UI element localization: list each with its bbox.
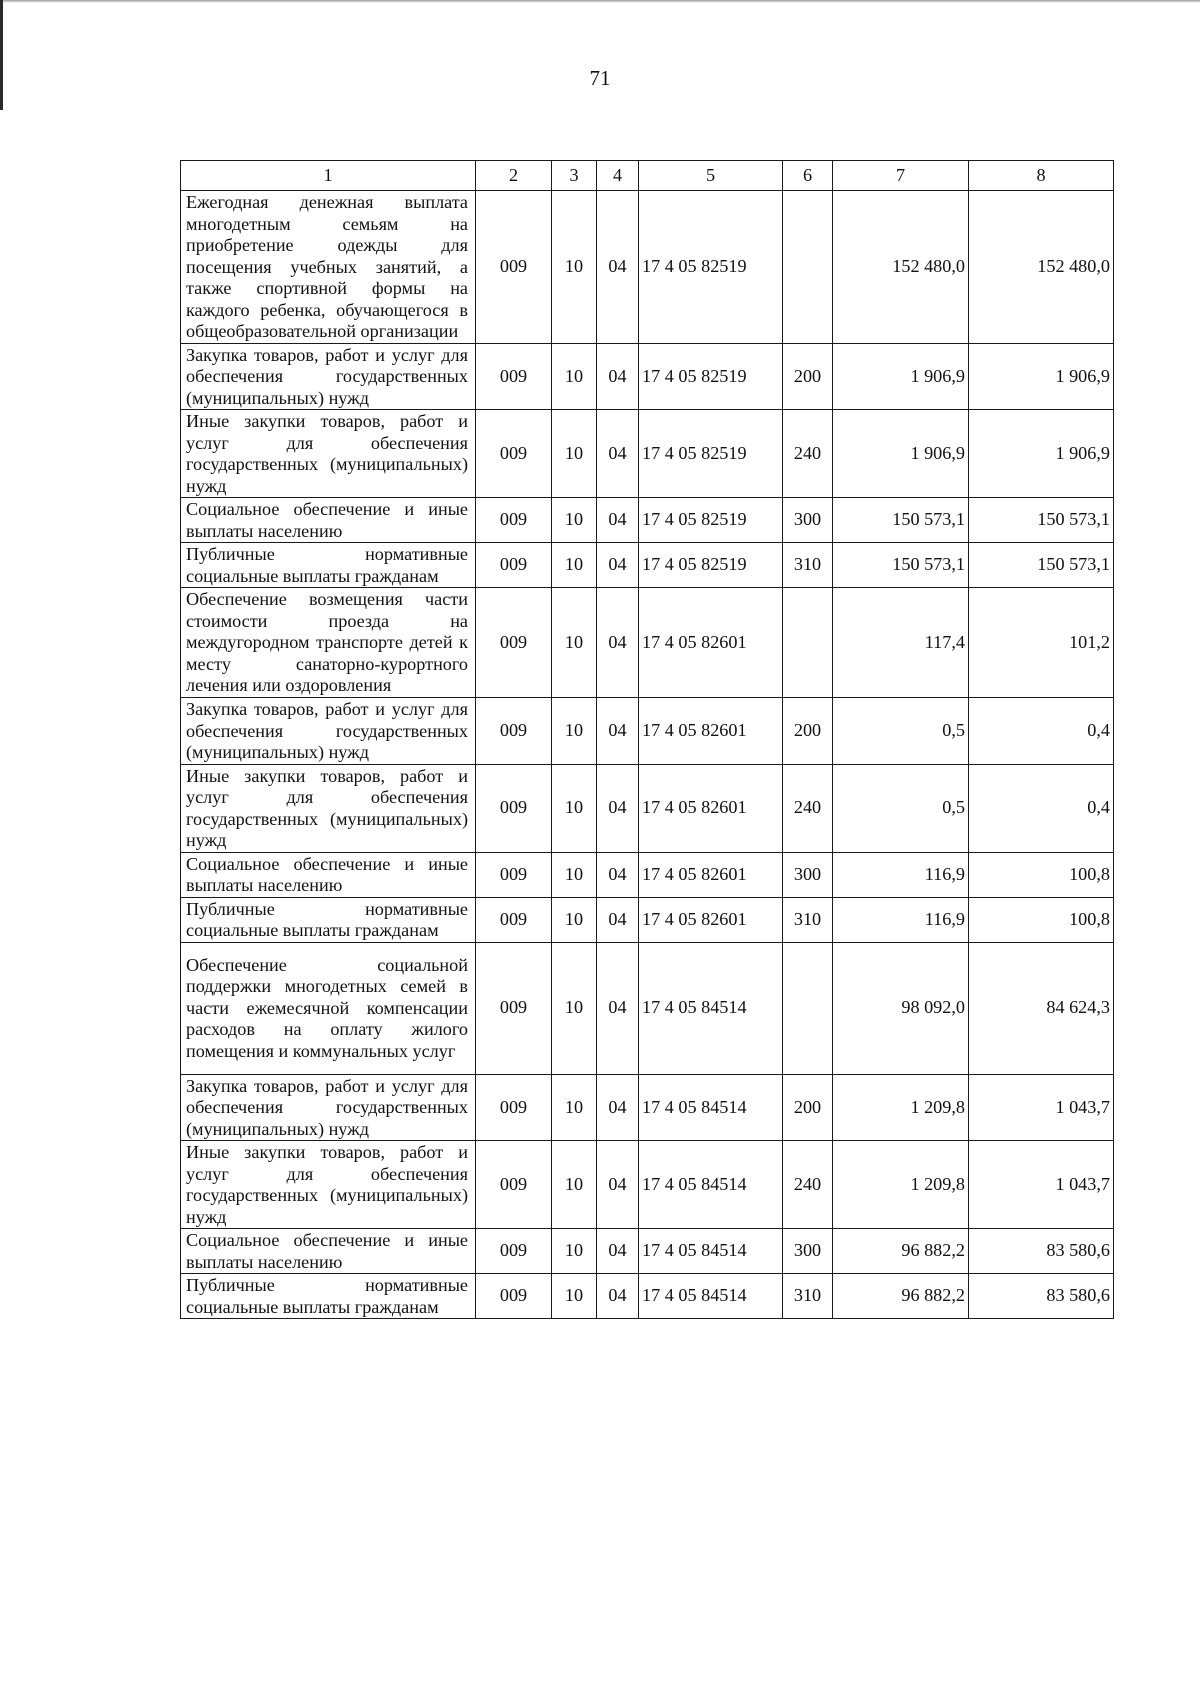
budget-table [180, 160, 1114, 1319]
table-row [181, 1274, 1114, 1319]
table-row [181, 1141, 1114, 1229]
expense-type-code [783, 588, 833, 698]
target-article-code: 17 4 05 82601 [639, 897, 783, 942]
target-article-code: 17 4 05 82519 [639, 543, 783, 588]
target-article-code: 17 4 05 84514 [639, 1229, 783, 1274]
row-description: Публичные нормативные социальные выплаты гражданам [181, 897, 476, 942]
row-description: Социальное обеспечение и иные выплаты населению [181, 852, 476, 897]
section-code: 10 [552, 1141, 597, 1229]
target-article-code: 17 4 05 82519 [639, 343, 783, 410]
page-number: 71 [589, 66, 611, 90]
section-code: 10 [552, 1274, 597, 1319]
section-code: 10 [552, 410, 597, 498]
target-article-code: 17 4 05 82519 [639, 498, 783, 543]
expense-type-code: 200 [783, 1074, 833, 1141]
amount-col-7: 116,9 [833, 897, 969, 942]
table-row [181, 764, 1114, 852]
expense-type-code: 240 [783, 764, 833, 852]
subsection-code: 04 [597, 942, 639, 1074]
amount-col-7: 1 906,9 [833, 343, 969, 410]
expense-type-code: 310 [783, 543, 833, 588]
row-description: Иные закупки товаров, работ и услуг для обеспечения государственных (муниципальных) нужд [181, 410, 476, 498]
amount-col-7: 1 209,8 [833, 1074, 969, 1141]
subsection-code: 04 [597, 410, 639, 498]
amount-col-7: 150 573,1 [833, 543, 969, 588]
table-row [181, 588, 1114, 698]
row-description: Социальное обеспечение и иные выплаты населению [181, 498, 476, 543]
row-description: Ежегодная денежная выплата многодетным семьям на приобретение одежды для посещения учебных занятий, а также спортивной формы на каждого ребенка, обучающегося в общеобразовательной организации [181, 191, 476, 344]
subsection-code: 04 [597, 343, 639, 410]
ministry-code: 009 [476, 942, 552, 1074]
header-cell-8: 8 [969, 161, 1114, 191]
table-row [181, 698, 1114, 765]
row-description: Социальное обеспечение и иные выплаты населению [181, 1229, 476, 1274]
header-cell-2: 2 [476, 161, 552, 191]
target-article-code: 17 4 05 82601 [639, 852, 783, 897]
expense-type-code: 240 [783, 1141, 833, 1229]
subsection-code: 04 [597, 897, 639, 942]
amount-col-8: 0,4 [969, 764, 1114, 852]
table-row [181, 1074, 1114, 1141]
ministry-code: 009 [476, 498, 552, 543]
row-description: Иные закупки товаров, работ и услуг для обеспечения государственных (муниципальных) нужд [181, 1141, 476, 1229]
amount-col-8: 83 580,6 [969, 1229, 1114, 1274]
row-description: Закупка товаров, работ и услуг для обеспечения государственных (муниципальных) нужд [181, 1074, 476, 1141]
section-code: 10 [552, 191, 597, 344]
row-description: Закупка товаров, работ и услуг для обеспечения государственных (муниципальных) нужд [181, 698, 476, 765]
section-code: 10 [552, 764, 597, 852]
section-code: 10 [552, 1229, 597, 1274]
ministry-code: 009 [476, 698, 552, 765]
expense-type-code: 310 [783, 897, 833, 942]
expense-type-code: 300 [783, 1229, 833, 1274]
ministry-code: 009 [476, 897, 552, 942]
subsection-code: 04 [597, 1274, 639, 1319]
amount-col-7: 117,4 [833, 588, 969, 698]
expense-type-code [783, 942, 833, 1074]
table-row [181, 191, 1114, 344]
subsection-code: 04 [597, 191, 639, 344]
header-cell-5: 5 [639, 161, 783, 191]
ministry-code: 009 [476, 1074, 552, 1141]
header-cell-6: 6 [783, 161, 833, 191]
table-row [181, 343, 1114, 410]
amount-col-8: 0,4 [969, 698, 1114, 765]
target-article-code: 17 4 05 84514 [639, 1141, 783, 1229]
section-code: 10 [552, 543, 597, 588]
amount-col-7: 96 882,2 [833, 1274, 969, 1319]
table-row [181, 897, 1114, 942]
amount-col-7: 150 573,1 [833, 498, 969, 543]
amount-col-8: 101,2 [969, 588, 1114, 698]
table-row [181, 410, 1114, 498]
section-code: 10 [552, 343, 597, 410]
section-code: 10 [552, 852, 597, 897]
target-article-code: 17 4 05 82519 [639, 191, 783, 344]
row-description: Закупка товаров, работ и услуг для обеспечения государственных (муниципальных) нужд [181, 343, 476, 410]
table-header-row [181, 161, 1114, 191]
subsection-code: 04 [597, 764, 639, 852]
target-article-code: 17 4 05 82601 [639, 588, 783, 698]
section-code: 10 [552, 698, 597, 765]
amount-col-7: 1 209,8 [833, 1141, 969, 1229]
amount-col-8: 152 480,0 [969, 191, 1114, 344]
amount-col-8: 1 043,7 [969, 1141, 1114, 1229]
amount-col-7: 152 480,0 [833, 191, 969, 344]
ministry-code: 009 [476, 1229, 552, 1274]
header-cell-3: 3 [552, 161, 597, 191]
amount-col-7: 98 092,0 [833, 942, 969, 1074]
expense-type-code: 200 [783, 343, 833, 410]
row-description: Иные закупки товаров, работ и услуг для обеспечения государственных (муниципальных) нужд [181, 764, 476, 852]
table-body [181, 161, 1114, 1319]
expense-type-code [783, 191, 833, 344]
target-article-code: 17 4 05 82601 [639, 764, 783, 852]
section-code: 10 [552, 942, 597, 1074]
subsection-code: 04 [597, 1229, 639, 1274]
expense-type-code: 200 [783, 698, 833, 765]
ministry-code: 009 [476, 410, 552, 498]
target-article-code: 17 4 05 82601 [639, 698, 783, 765]
table-row [181, 498, 1114, 543]
section-code: 10 [552, 498, 597, 543]
expense-type-code: 240 [783, 410, 833, 498]
row-description: Публичные нормативные социальные выплаты гражданам [181, 543, 476, 588]
subsection-code: 04 [597, 852, 639, 897]
amount-col-7: 0,5 [833, 698, 969, 765]
target-article-code: 17 4 05 84514 [639, 942, 783, 1074]
ministry-code: 009 [476, 343, 552, 410]
row-description: Обеспечение социальной поддержки многодетных семей в части ежемесячной компенсации расходов на оплату жилого помещения и коммунальных услуг [181, 942, 476, 1074]
amount-col-8: 84 624,3 [969, 942, 1114, 1074]
section-code: 10 [552, 897, 597, 942]
amount-col-8: 150 573,1 [969, 543, 1114, 588]
table-row [181, 942, 1114, 1074]
amount-col-7: 116,9 [833, 852, 969, 897]
target-article-code: 17 4 05 84514 [639, 1074, 783, 1141]
table-row [181, 852, 1114, 897]
amount-col-8: 1 043,7 [969, 1074, 1114, 1141]
table-row [181, 543, 1114, 588]
target-article-code: 17 4 05 82519 [639, 410, 783, 498]
amount-col-8: 83 580,6 [969, 1274, 1114, 1319]
amount-col-8: 1 906,9 [969, 343, 1114, 410]
ministry-code: 009 [476, 543, 552, 588]
header-cell-1: 1 [181, 161, 476, 191]
subsection-code: 04 [597, 1141, 639, 1229]
amount-col-7: 96 882,2 [833, 1229, 969, 1274]
amount-col-8: 1 906,9 [969, 410, 1114, 498]
ministry-code: 009 [476, 191, 552, 344]
target-article-code: 17 4 05 84514 [639, 1274, 783, 1319]
header-cell-4: 4 [597, 161, 639, 191]
subsection-code: 04 [597, 698, 639, 765]
expense-type-code: 300 [783, 498, 833, 543]
ministry-code: 009 [476, 852, 552, 897]
scan-edge-left [0, 0, 3, 110]
ministry-code: 009 [476, 1141, 552, 1229]
amount-col-7: 1 906,9 [833, 410, 969, 498]
expense-type-code: 300 [783, 852, 833, 897]
amount-col-8: 150 573,1 [969, 498, 1114, 543]
row-description: Обеспечение возмещения части стоимости проезда на междугородном транспорте детей к месту санаторно-курортного лечения или оздоровления [181, 588, 476, 698]
ministry-code: 009 [476, 1274, 552, 1319]
amount-col-7: 0,5 [833, 764, 969, 852]
subsection-code: 04 [597, 1074, 639, 1141]
row-description: Публичные нормативные социальные выплаты гражданам [181, 1274, 476, 1319]
header-cell-7: 7 [833, 161, 969, 191]
section-code: 10 [552, 588, 597, 698]
section-code: 10 [552, 1074, 597, 1141]
scan-edge-top [0, 0, 1200, 3]
subsection-code: 04 [597, 498, 639, 543]
ministry-code: 009 [476, 588, 552, 698]
subsection-code: 04 [597, 588, 639, 698]
amount-col-8: 100,8 [969, 897, 1114, 942]
expense-type-code: 310 [783, 1274, 833, 1319]
ministry-code: 009 [476, 764, 552, 852]
amount-col-8: 100,8 [969, 852, 1114, 897]
subsection-code: 04 [597, 543, 639, 588]
table-row [181, 1229, 1114, 1274]
